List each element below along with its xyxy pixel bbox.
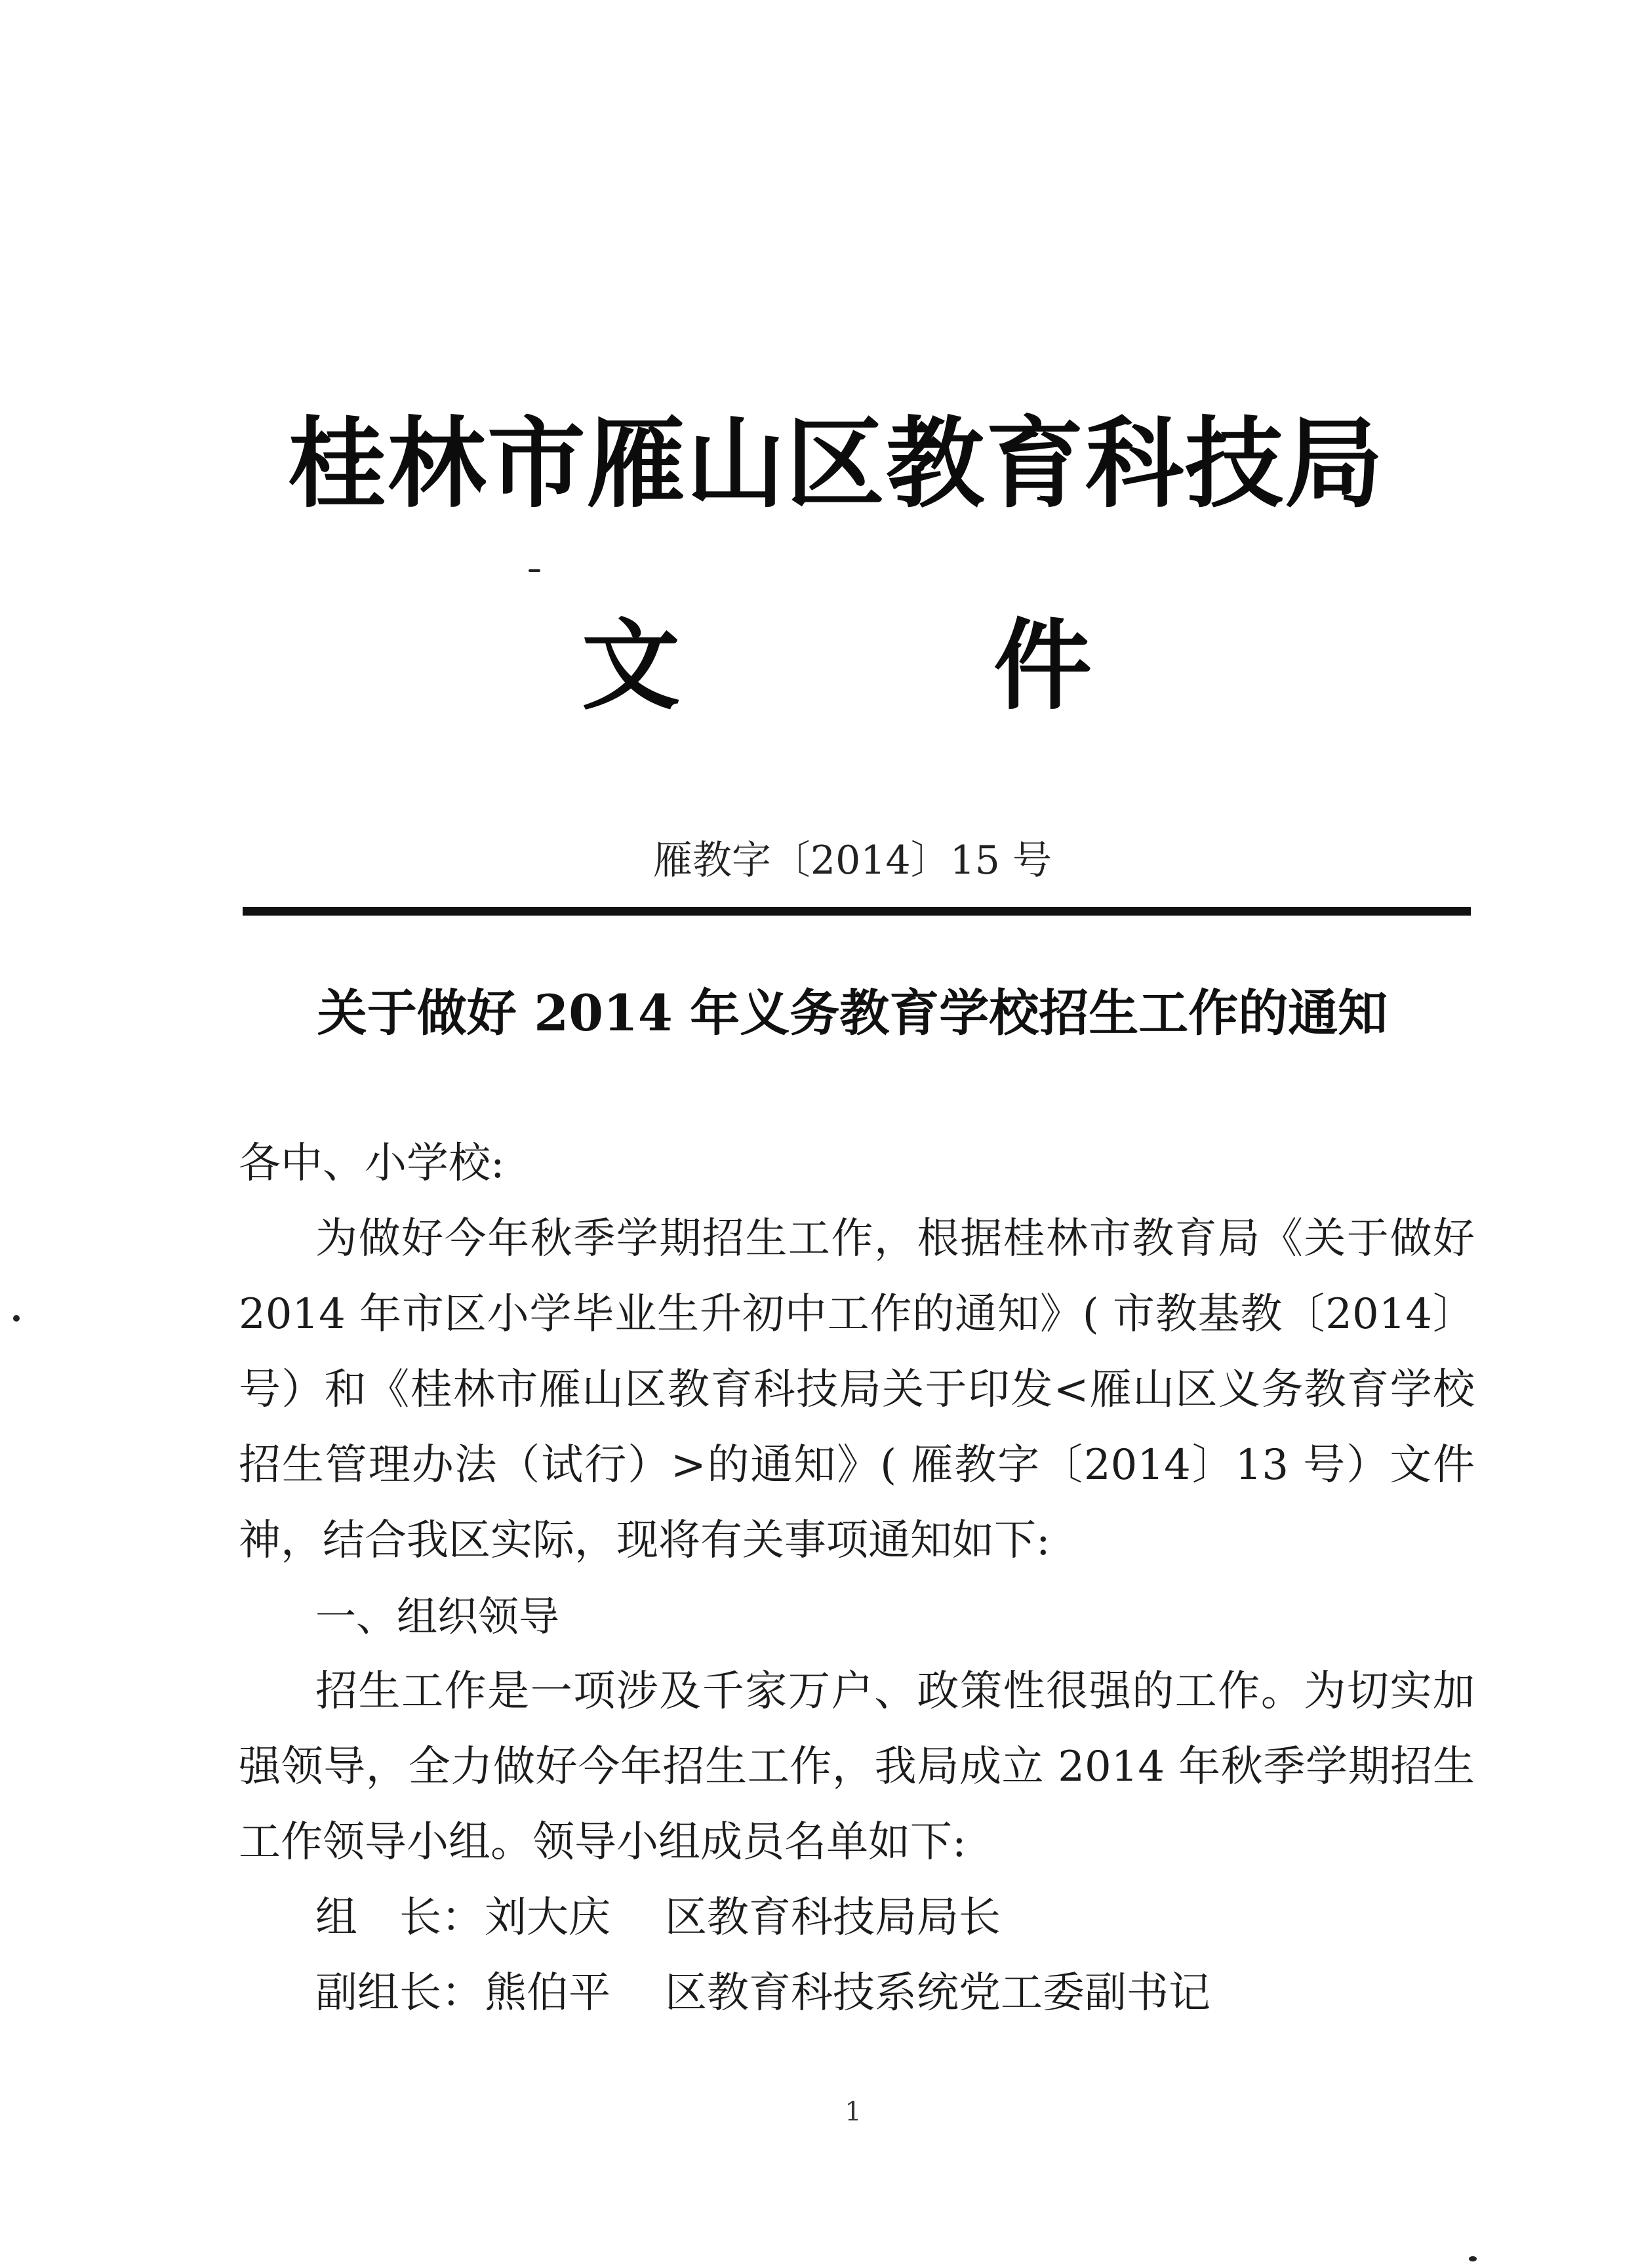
salutation: 各中、小学校: xyxy=(239,1139,505,1188)
leader-row xyxy=(239,1880,1475,1956)
scan-speck xyxy=(13,1315,20,1322)
body-line: 工作领导小组。领导小组成员名单如下: xyxy=(239,1818,967,1867)
scan-speck xyxy=(1469,2256,1477,2261)
notice-body xyxy=(239,1126,1475,2031)
leader-role: 区教育科技局局长 xyxy=(665,1893,1001,1942)
document-type-char-2: 件 xyxy=(993,608,1092,723)
body-line: 强领导，全力做好今年招生工作，我局成立 2014 年秋季学期招生 xyxy=(239,1743,1475,1791)
issuing-organization-title: 桂林市雁山区教育科技局 xyxy=(287,406,1384,521)
scan-speck xyxy=(529,569,540,572)
leader-name: 刘大庆 xyxy=(485,1893,610,1942)
leader-name: 熊伯平 xyxy=(485,1969,610,2017)
body-line: 号）和《桂林市雁山区教育科技局关于印发<雁山区义务教育学校 xyxy=(239,1366,1475,1414)
body-line: 2014 年市区小学毕业生升初中工作的通知》( 市教基教〔2014〕 xyxy=(239,1290,1475,1339)
body-line: 神，结合我区实际，现将有关事项通知如下: xyxy=(239,1516,1050,1565)
notice-title: 关于做好 2014 年义务教育学校招生工作的通知 xyxy=(317,984,1388,1042)
leader-row xyxy=(239,1956,1475,2031)
header-divider-rule xyxy=(243,907,1471,916)
body-line: 为做好今年秋季学期招生工作，根据桂林市教育局《关于做好 xyxy=(315,1215,1475,1263)
leader-label: 组 长： xyxy=(315,1893,483,1942)
document-number: 雁教字〔2014〕15 号 xyxy=(652,838,1052,883)
section-heading: 一、组织领导 xyxy=(315,1592,560,1640)
body-line: 招生工作是一项涉及千家万户、政策性很强的工作。为切实加 xyxy=(315,1667,1475,1716)
leader-role: 区教育科技系统党工委副书记 xyxy=(665,1969,1210,2017)
page-number: 1 xyxy=(845,2097,862,2127)
document-type-char-1: 文 xyxy=(582,608,681,723)
body-line: 招生管理办法（试行）>的通知》( 雁教字〔2014〕13 号）文件 xyxy=(239,1441,1475,1489)
leader-label: 副组长： xyxy=(315,1969,483,2017)
